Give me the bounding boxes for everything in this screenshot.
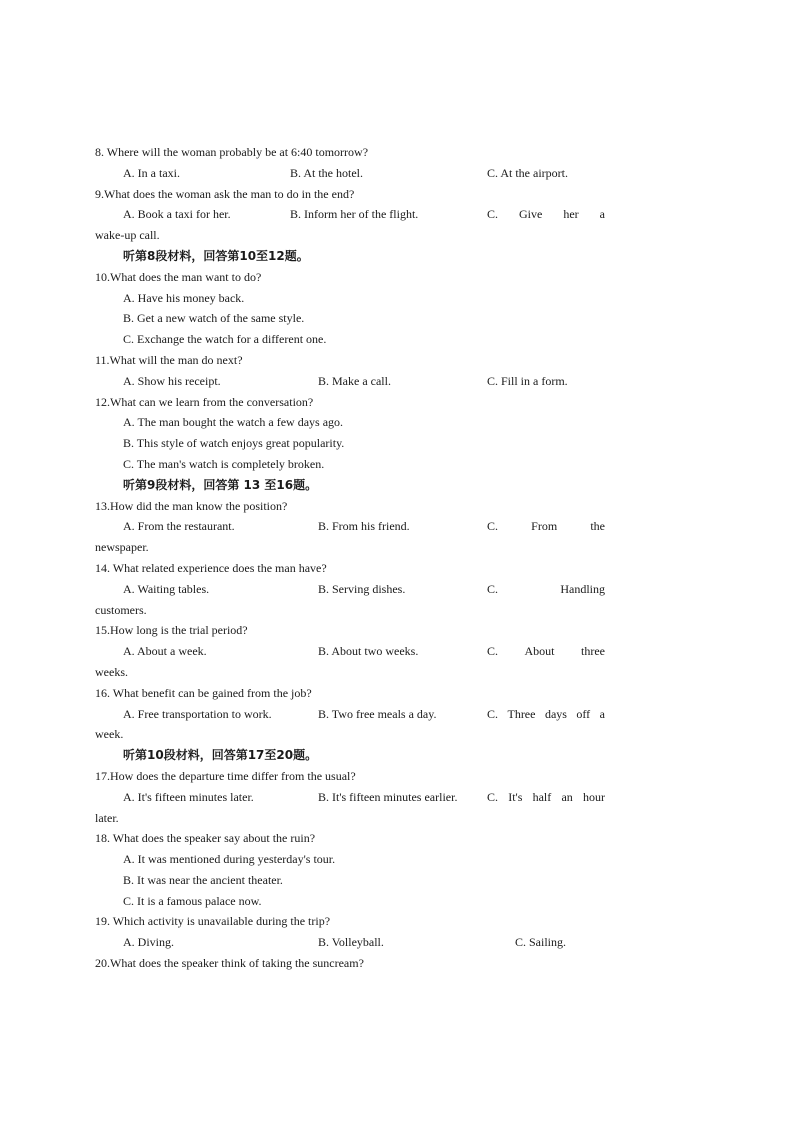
option-c: C. Sailing. — [515, 935, 567, 950]
option-a: A. Waiting tables. — [123, 581, 210, 596]
question-11-options — [95, 371, 605, 392]
question-10: 10.What does the man want to do? — [95, 269, 262, 284]
question-13-options — [95, 516, 605, 537]
option-a: A. It was mentioned during yesterday's tour. — [123, 852, 336, 867]
question-17-options — [95, 787, 605, 808]
exam-page — [95, 142, 605, 974]
question-20: 20.What does the speaker think of taking the suncream? — [95, 956, 364, 971]
question-12: 12.What can we learn from the conversation? — [95, 394, 314, 409]
question-14: 14. What related experience does the man have? — [95, 560, 327, 575]
option-b: B. Two free meals a day. — [318, 706, 437, 721]
option-c-continued: newspaper. — [95, 540, 149, 555]
section-heading-9: 听第9段材料，回答第 13 至16题。 — [123, 477, 318, 492]
option-a: A. The man bought the watch a few days ago. — [123, 415, 344, 430]
option-c: C. It is a famous palace now. — [123, 893, 262, 908]
option-a: A. It's fifteen minutes later. — [123, 789, 254, 804]
option-c-continued: weeks. — [95, 664, 128, 679]
question-8: 8. Where will the woman probably be at 6:40 tomorrow? — [95, 145, 369, 159]
question-8-options — [95, 163, 605, 184]
option-a: A. Book a taxi for her. — [123, 207, 231, 222]
option-b: B. Get a new watch of the same style. — [123, 311, 305, 326]
question-13: 13.How did the man know the position? — [95, 498, 288, 513]
question-16: 16. What benefit can be gained from the job? — [95, 685, 312, 700]
section-heading-8: 听第8段材料，回答第10至12题。 — [123, 248, 309, 263]
option-b: B. It was near the ancient theater. — [123, 872, 283, 887]
option-b: B. Inform her of the flight. — [290, 207, 419, 222]
option-c-continued: later. — [95, 810, 119, 825]
option-c: C. From the — [487, 519, 605, 534]
option-b: B. Serving dishes. — [318, 581, 406, 596]
option-a: A. About a week. — [123, 644, 207, 659]
question-9: 9.What does the woman ask the man to do in the end? — [95, 186, 355, 201]
option-b: B. This style of watch enjoys great popularity. — [123, 436, 345, 451]
option-c: C. Fill in a form. — [487, 373, 568, 388]
option-b: B. From his friend. — [318, 519, 410, 534]
question-19-options — [95, 932, 605, 953]
question-15: 15.How long is the trial period? — [95, 623, 248, 638]
option-a: A. From the restaurant. — [123, 519, 235, 534]
question-9-options — [95, 204, 605, 225]
question-17: 17.How does the departure time differ from the usual? — [95, 768, 356, 783]
option-a: A. Diving. — [123, 935, 174, 950]
option-c: C. At the airport. — [487, 165, 568, 180]
option-b: B. About two weeks. — [318, 644, 419, 659]
option-c: C. The man's watch is completely broken. — [123, 456, 325, 471]
option-a: A. In a taxi. — [123, 165, 180, 180]
option-c: C. Give her a — [487, 207, 605, 222]
question-19: 19. Which activity is unavailable during the trip? — [95, 914, 331, 929]
section-heading-10: 听第10段材料，回答第17至20题。 — [123, 748, 318, 763]
question-18: 18. What does the speaker say about the ruin? — [95, 831, 316, 846]
option-c: C. About three — [487, 644, 605, 659]
option-c-continued: wake-up call. — [95, 228, 160, 243]
option-c: C. Three days off a — [487, 706, 605, 721]
option-b: B. At the hotel. — [290, 165, 363, 180]
option-c: C. It's half an hour — [487, 789, 605, 804]
question-11: 11.What will the man do next? — [95, 352, 243, 367]
question-14-options — [95, 579, 605, 600]
option-c: C. Exchange the watch for a different one. — [123, 332, 327, 347]
option-b: B. It's fifteen minutes earlier. — [318, 789, 458, 804]
option-b: B. Make a call. — [318, 373, 391, 388]
option-a: A. Show his receipt. — [123, 373, 221, 388]
option-c: C. Handling — [487, 581, 605, 596]
question-16-options — [95, 704, 605, 725]
option-c-continued: week. — [95, 727, 124, 742]
option-a: A. Have his money back. — [123, 290, 245, 305]
option-c-continued: customers. — [95, 602, 147, 617]
option-a: A. Free transportation to work. — [123, 706, 272, 721]
question-15-options — [95, 641, 605, 662]
option-b: B. Volleyball. — [318, 935, 384, 950]
